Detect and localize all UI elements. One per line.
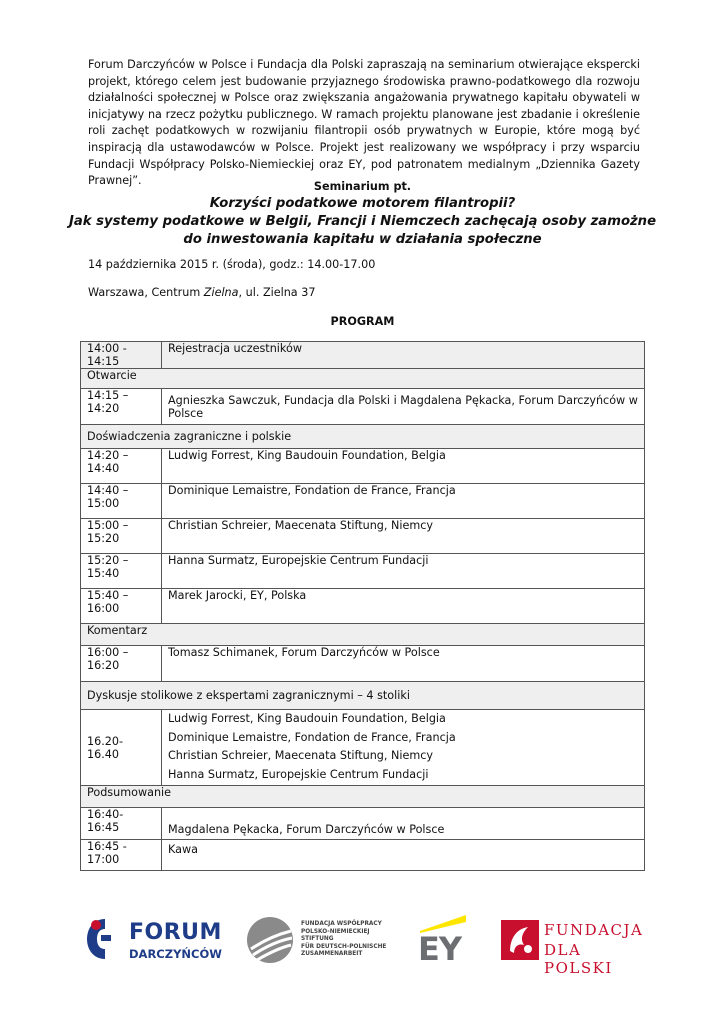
fdp-logo-line1: FUNDACJA (544, 921, 644, 939)
fwpn-emblem-icon (245, 915, 295, 965)
seminar-title-line-3: do inwestowania kapitału w działania społeczne (183, 232, 542, 247)
item-cell: Tomasz Schimanek, Forum Darczyńców w Polsce (162, 646, 645, 682)
time-cell: 14:20 – 14:40 (81, 449, 162, 484)
fwpn-line: STIFTUNG (301, 936, 334, 943)
roundtable-line: Ludwig Forrest, King Baudouin Foundation, Belgia (168, 712, 446, 725)
time-cell: 16:00 – 16:20 (81, 646, 162, 682)
venue-name: Zielna (203, 286, 239, 299)
table-row (81, 519, 645, 554)
seminar-title-line-2: Jak systemy podatkowe w Belgii, Francji i Niemczech zachęcają osoby zamożne (68, 214, 657, 229)
ey-logo-text: EY (418, 930, 462, 968)
time-cell: 14:00 - 14:15 (81, 342, 162, 369)
fundacja-dla-polski-logo (500, 919, 650, 977)
time-cell: 14:40 – 15:00 (81, 484, 162, 519)
program-heading: PROGRAM (330, 315, 395, 328)
time-cell: 14:15 – 14:20 (81, 389, 162, 425)
ey-logo (418, 913, 468, 969)
table-row (81, 646, 645, 682)
item-cell: Rejestracja uczestników (162, 342, 645, 369)
time-cell: 16:40-16:45 (81, 808, 162, 840)
time-cell: 15:40 – 16:00 (81, 589, 162, 624)
seminar-title-line-1: Korzyści podatkowe motorem filantropii? (209, 196, 516, 211)
venue-prefix: Warszawa, Centrum (88, 286, 204, 299)
seminar-title (0, 195, 725, 249)
intro-paragraph: Forum Darczyńców w Polsce i Fundacja dla Polski zapraszają na seminarium otwierające ekspercki projekt, którego celem jest budowanie przyjaznego środowiska prawno-podatkowego dla rozwoju działalności społecznej w Polsce oraz zwiększania angażowania prywatnego kapitału obywateli w inicjatywy na rzecz pożytku publicznego. W ramach projektu planowane jest zbadanie i określenie roli zachęt podatkowych w rozwijaniu filantropii osób prywatnych w Europie, które mogą być inspiracją dla ustawodawców w Polsce. Projekt jest realizowany we współpracy i przy wsparciu Fundacji Współpracy Polsko-Niemieckiej oraz EY, pod patronatem medialnym „Dziennika Gazety Prawnej”. (88, 58, 640, 188)
event-date: 14 października 2015 r. (środa), godz.: 14.00-17.00 (88, 258, 376, 271)
forum-logo-line2: DARCZYŃCÓW (129, 947, 222, 961)
table-row (81, 389, 645, 425)
forum-darczyncow-logo (85, 917, 222, 965)
section-label: Otwarcie (81, 369, 645, 389)
table-row (81, 840, 645, 871)
item-cell: Christian Schreier, Maecenata Stiftung, Niemcy (162, 519, 645, 554)
item-cell: Hanna Surmatz, Europejskie Centrum Fundacji (162, 554, 645, 589)
event-venue (88, 286, 315, 299)
time-cell: 15:00 – 15:20 (81, 519, 162, 554)
time-cell: 16.20-16.40 (81, 710, 162, 786)
fwpn-line: FÜR DEUTSCH-POLNISCHE (301, 943, 387, 950)
partner-logos (0, 905, 725, 975)
roundtable-line: Christian Schreier, Maecenata Stiftung, Niemcy (168, 749, 434, 762)
fwpn-line: ZUSAMMENARBEIT (301, 951, 363, 958)
section-label: Podsumowanie (81, 786, 645, 808)
fdp-emblem-icon (500, 919, 540, 961)
fwpn-line: FUNDACJA WSPÓŁPRACY (301, 921, 382, 927)
program-table (80, 341, 645, 871)
fwpn-line: POLSKO-NIEMIECKIEJ (301, 928, 370, 935)
item-cell: Agnieszka Sawczuk, Fundacja dla Polski i Magdalena Pękacka, Forum Darczyńców w Polsce (162, 389, 645, 425)
table-row (81, 554, 645, 589)
item-cell (162, 710, 645, 786)
forum-darczyncow-emblem-icon (85, 917, 125, 961)
section-row (81, 425, 645, 449)
forum-logo-line1: FORUM (129, 920, 222, 945)
section-label: Dyskusje stolikowe z ekspertami zagranicznymi – 4 stoliki (81, 682, 645, 710)
section-row (81, 624, 645, 646)
fdp-logo-line2: DLA POLSKI (544, 941, 613, 977)
item-cell: Ludwig Forrest, King Baudouin Foundation, Belgia (162, 449, 645, 484)
table-row (81, 808, 645, 840)
table-row (81, 484, 645, 519)
item-cell: Magdalena Pękacka, Forum Darczyńców w Polsce (162, 808, 645, 840)
roundtable-line: Dominique Lemaistre, Fondation de France, Francja (168, 730, 456, 744)
fwpn-logo-text (301, 921, 386, 959)
section-row (81, 682, 645, 710)
section-row (81, 786, 645, 808)
time-cell: 15:20 – 15:40 (81, 554, 162, 589)
time-cell: 16:45 - 17:00 (81, 840, 162, 871)
seminar-label: Seminarium pt. (313, 180, 412, 193)
item-cell: Dominique Lemaistre, Fondation de France, Francja (162, 484, 645, 519)
table-row (81, 449, 645, 484)
section-label: Doświadczenia zagraniczne i polskie (81, 425, 645, 449)
table-row (81, 710, 645, 786)
venue-address: , ul. Zielna 37 (238, 286, 316, 299)
table-row (81, 589, 645, 624)
section-row (81, 369, 645, 389)
item-cell: Kawa (162, 840, 645, 871)
section-label: Komentarz (81, 624, 645, 646)
roundtable-line: Hanna Surmatz, Europejskie Centrum Fundacji (168, 767, 429, 781)
fwpn-logo (245, 915, 405, 967)
table-row (81, 342, 645, 369)
item-cell: Marek Jarocki, EY, Polska (162, 589, 645, 624)
